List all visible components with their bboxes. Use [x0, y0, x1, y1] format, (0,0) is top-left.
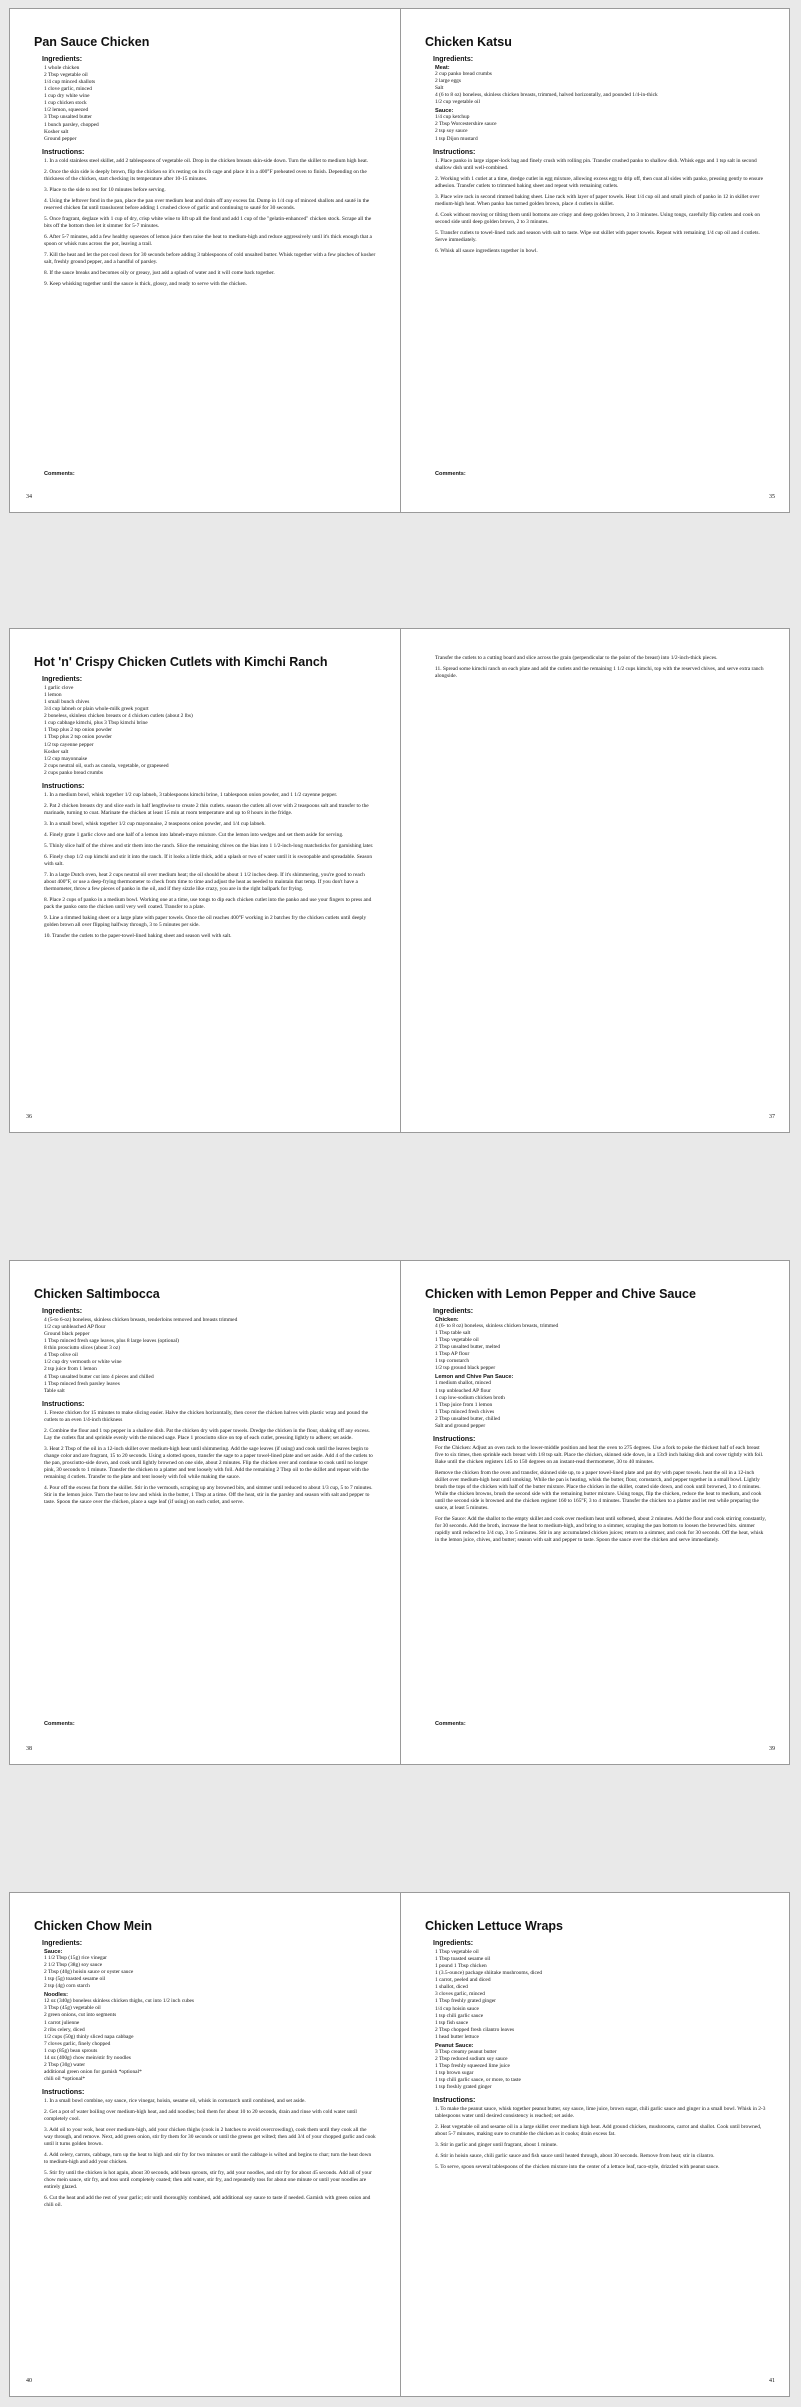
- instruction-list: [44, 2098, 376, 2209]
- instruction-step: 6. After 5-7 minutes, add a few healthy squeezes of lemon juice then raise the heat to medium-high and reduce aggressively until it's thick enough that a spoon or whisk runs across the pot, leaving a trail.: [44, 233, 372, 247]
- instruction-step: 5. To serve, spoon several tablespoons of the chicken mixture into the center of a lettuce leaf, taco-style, drizzled with peanut sauce.: [435, 2163, 720, 2170]
- instruction-step: 5. Stir fry until the chicken is hot again, about 30 seconds, add bean sprouts, stir fry, add your noodles, and stir fry for about 45 seconds. Add all of your chow mein sauce, stir fry, and toss until completely coated; then add water, stir fry, and repeatedly toss for about one minute or until your noodles are entirely glazed.: [44, 2169, 372, 2190]
- ingredient-item: 1/2 tsp ground black pepper: [435, 1365, 496, 1372]
- instruction-step: 2. Combine the flour and 1 tsp pepper in a shallow dish. Pat the chicken dry with paper towels. Dredge the chicken in the flour, shaking off any excess. Lay the cutlets flat and sprinkle evenly with the minced sage. Place 1 prosciutto slice on top of each cutlet, pressing lightly to adhere; set aside.: [44, 1427, 370, 1441]
- ingredient-item: 1 pound 1 Tbsp chicken: [435, 1963, 487, 1970]
- ingredient-item: 2 1/2 Tbsp (38g) soy sauce: [44, 1962, 103, 1969]
- instruction-step: 9. Line a rimmed baking sheet or a large plate with paper towels. Once the oil reaches 400°F working in 2 batches fry the chicken cutlets until deeply golden brown all over flipping halfway through, 3 to 5 minutes per side.: [44, 914, 367, 928]
- ingredient-item: Table salt: [44, 1387, 65, 1394]
- ingredient-item: 2 Tbsp (30g) water: [44, 2061, 86, 2068]
- ingredient-item: 1 Tbsp plus 2 tsp onion powder: [44, 727, 112, 734]
- instructions-heading: Instructions:: [42, 2088, 85, 2096]
- ingredient-item: 1 lemon: [44, 692, 62, 699]
- instruction-step: 9. Keep whisking together until the sauce is thick, glossy, and ready to serve with the chicken.: [44, 280, 247, 287]
- ingredient-list: [435, 71, 767, 106]
- ingredient-item: 1 Tbsp vegetable oil: [435, 1949, 479, 1956]
- instruction-step: 2. Get a pot of water boiling over medium-high heat, and add noodles; boil them for about 10 to 20 seconds, drain and rinse with cold water until completely cool.: [44, 2108, 357, 2122]
- ingredient-item: 2 cups neutral oil, such as canola, vegetable, or grapeseed: [44, 762, 169, 769]
- instructions-heading: Instructions:: [42, 148, 85, 156]
- ingredient-item: 3 Tbsp (45g) vegetable oil: [44, 2005, 101, 2012]
- ingredient-item: 1 Tbsp AP flour: [435, 1351, 470, 1358]
- ingredient-item: 1 cup (85g) bean sprouts: [44, 2047, 98, 2054]
- ingredient-item: 1 tsp fish sauce: [435, 2019, 469, 2026]
- page-number: 37: [769, 1114, 775, 1120]
- ingredient-list: [44, 1998, 376, 2082]
- ingredient-list: [435, 114, 767, 142]
- ingredients-heading: Ingredients:: [433, 56, 474, 64]
- ingredient-item: 1 garlic clove: [44, 685, 74, 692]
- instruction-step: 1. To make the peanut sauce, whisk together peanut butter, soy sauce, lime juice, brown sugar, chili garlic sauce and ginger in a small bowl. Whisk in 2-3 tablespoons water until desired consistency is reached; set aside.: [435, 2105, 766, 2119]
- recipe-page: [10, 9, 400, 512]
- ingredient-group-heading: Sauce:: [44, 1949, 63, 1956]
- ingredient-item: 14 oz (400g) chow mein/stir fry noodles: [44, 2054, 131, 2061]
- ingredient-item: 1 bunch parsley, chopped: [44, 121, 99, 128]
- instruction-step: 1. Freeze chicken for 15 minutes to make slicing easier. Halve the chicken horizontally, then cover the chicken halves with plastic wrap and pound the cutlets to an even 1/4-inch thickness: [44, 1409, 369, 1423]
- ingredient-group-heading: Chicken:: [435, 1317, 459, 1324]
- instruction-list: [44, 1410, 376, 1506]
- ingredient-item: 2 ribs celery, diced: [44, 2026, 85, 2033]
- ingredient-group-heading: Peanut Sauce:: [435, 2042, 474, 2049]
- ingredient-item: 2 Tbsp (40g) hoisin sauce or oyster sauce: [44, 1969, 134, 1976]
- ingredient-item: 1 head butter lettuce: [435, 2033, 479, 2040]
- ingredient-item: 1 Tbsp table salt: [435, 1330, 471, 1337]
- page-spread-3: [9, 1260, 790, 1765]
- ingredient-item: 1 tsp Dijon mustard: [435, 135, 478, 142]
- instruction-step: 2. Working with 1 cutlet at a time, dredge cutlet in egg mixture, allowing excess egg to drip off, then coat all sides with panko, pressing gently to ensure adhesion. Transfer cutlets to trimmed baking sheet and repeat with remaining cutlets.: [435, 175, 763, 189]
- ingredient-item: 1/4 cup hoisin sauce: [435, 2005, 479, 2012]
- recipe-page: [10, 629, 400, 1132]
- ingredient-item: 1 Tbsp freshly squeezed lime juice: [435, 2062, 510, 2069]
- ingredient-group-heading: Sauce:: [435, 108, 454, 115]
- page-spread-2: [9, 628, 790, 1133]
- ingredient-item: 1 cup cabbage kimchi, plus 3 Tbsp kimchi brine: [44, 720, 148, 727]
- ingredient-list: [435, 1323, 767, 1372]
- ingredient-item: 1/2 cup unbleached AP flour: [44, 1324, 106, 1331]
- ingredient-item: 1 cup chicken stock: [44, 100, 87, 107]
- comments-label: Comments:: [435, 471, 466, 477]
- ingredient-item: 2 Tbsp chopped fresh cilantro leaves: [435, 2026, 515, 2033]
- instruction-step: 3. Stir in garlic and ginger until fragrant, about 1 minute.: [435, 2141, 558, 2148]
- ingredients-heading: Ingredients:: [42, 1308, 83, 1316]
- ingredient-item: Salt and ground pepper: [435, 1422, 486, 1429]
- instruction-step: 3. Place to the side to rest for 10 minutes before serving.: [44, 186, 166, 193]
- ingredient-item: 1/2 cup dry vermouth or white wine: [44, 1359, 122, 1366]
- ingredient-item: 8 thin prosciutto slices (about 3 oz): [44, 1345, 121, 1352]
- recipe-title: Hot 'n' Crispy Chicken Cutlets with Kimchi Ranch: [34, 655, 328, 669]
- ingredient-item: 1 medium shallot, minced: [435, 1380, 491, 1387]
- instruction-step: 4. Pour off the excess fat from the skillet. Stir in the vermouth, scraping up any browned bits, and simmer until reduced to about 1/3 cup, 5 to 7 minutes. Stir in the lemon juice. Turn the heat to low and whisk in the butter, 1 Tbsp at a time. Off the heat, stir in the parsley and season with salt and pepper to taste. Spoon the sauce over the chicken, place a sage leaf (if using) on each cutlet, and serve.: [44, 1484, 373, 1505]
- recipe-page: [401, 1893, 791, 2396]
- ingredient-item: Kosher salt: [44, 748, 69, 755]
- instruction-step: Remove the chicken from the oven and transfer, skinned side up, to a paper towel-lined plate and pat dry with paper towels. heat the oil in a 12-inch skillet over medium-high heat until smoking. While the pan is heating, whisk the butter, flour, cornstarch, and pepper together in a small bowl. Lightly brush the tops of the chicken with half of the butter mixture. Place the chicken in the skillet, coated side down, and cook until browned, 3 to 4 minutes. While the chicken browns, brush the second side with the remaining butter mixture. Using tongs, flip the chicken, reduce the heat to medium, and cook until the second side is browned and the chicken register 160 to 165°F, 3 to 4 minutes. Transfer the chicken to a platter and let rest while preparing the sauce, at least 5 minutes.: [435, 1469, 762, 1511]
- instruction-step: 4. Finely grate 1 garlic clove and one half of a lemon into labneh-mayo mixture. Cut the lemon into wedges and set them aside for serving.: [44, 831, 344, 838]
- ingredient-item: 1/4 cup minced shallots: [44, 79, 96, 86]
- instructions-heading: Instructions:: [433, 148, 476, 156]
- instruction-list: [435, 158, 767, 255]
- ingredient-group-heading: Meat:: [435, 65, 450, 72]
- ingredient-list: [44, 685, 376, 776]
- ingredients-heading: Ingredients:: [433, 1940, 474, 1948]
- ingredient-item: 2 Tbsp vegetable oil: [44, 72, 88, 79]
- instruction-list: [435, 1445, 767, 1544]
- instruction-step: 7. Kill the heat and let the pot cool down for 30 seconds before adding 3 tablespoons of cold unsalted butter. Whisk together with a few pinches of kosher salt, freshly ground pepper, and a handful of parsley.: [44, 251, 376, 265]
- instruction-step: Transfer the cutlets to a cutting board and slice across the grain (perpendicular to the point of the breast) into 1/2-inch-thick pieces.: [435, 655, 718, 661]
- ingredient-item: 1/4 cup ketchup: [435, 114, 470, 121]
- ingredient-item: 2 tsp juice from 1 lemon: [44, 1366, 97, 1373]
- instruction-step: 5. Thinly slice half of the chives and stir them into the ranch. Slice the remaining chives on the bias into 1 1/2-inch-long matchsticks for garnishing later.: [44, 842, 374, 849]
- ingredient-item: 2 large eggs: [435, 78, 461, 85]
- ingredient-list: [44, 1317, 376, 1394]
- recipe-title: Chicken Lettuce Wraps: [425, 1919, 564, 1933]
- ingredients-heading: Ingredients:: [42, 1940, 83, 1948]
- recipe-title: Chicken Saltimbocca: [34, 1287, 160, 1301]
- ingredient-group-heading: Lemon and Chive Pan Sauce:: [435, 1374, 514, 1381]
- ingredient-item: 1 (3.5-ounce) package shiitake mushrooms, diced: [435, 1970, 543, 1977]
- comments-label: Comments:: [44, 1721, 75, 1727]
- instruction-step: 4. Using the leftover fond in the pan, place the pan over medium heat and drain off any excess fat. Dump in 1/4 cup of minced shallots and sauté in the reserved chicken fat until translucent before adding 1 crushed clove of garlic and continuing to sauté for 30 seconds.: [44, 197, 370, 211]
- ingredient-item: 3 Tbsp unsalted butter: [44, 114, 92, 121]
- ingredient-item: 2 Tbsp Worcestershire sauce: [435, 121, 497, 128]
- ingredient-item: 3 Tbsp creamy peanut butter: [435, 2048, 497, 2055]
- instructions-heading: Instructions:: [433, 1435, 476, 1443]
- instruction-list: [435, 2106, 767, 2171]
- ingredient-item: 1 Tbsp minced fresh parsley leaves: [44, 1380, 120, 1387]
- instruction-step: 6. Cut the heat and add the rest of your garlic; stir until thoroughly combined, add additional soy sauce to taste if needed. Garnish with green onion and chili oil.: [44, 2194, 371, 2208]
- instruction-step: 1. Place panko in large zipper-lock bag and finely crush with rolling pin. Transfer crushed panko to shallow dish. Whisk eggs and 1 tsp salt in second shallow dish until well-combined.: [435, 157, 757, 171]
- instruction-list: [44, 792, 376, 940]
- ingredient-item: 1 tsp cornstarch: [435, 1358, 470, 1365]
- instruction-step: 4. Add celery, carrots, cabbage, turn up the heat to high and stir fry for two minutes or until the cabbage is wilted and begins to char; turn the heat down to medium-high and add your chicken.: [44, 2151, 372, 2165]
- instruction-step: 4. Cook without moving or tilting them until bottoms are crispy and deep golden brown, 2 to 3 minutes. Using tongs, carefully flip cutlets and cook on second side until deep golden brown, 2 to 3 minutes.: [435, 211, 760, 225]
- ingredient-item: Kosher salt: [44, 128, 69, 135]
- ingredient-list: [435, 2049, 767, 2091]
- instruction-step: For the Sauce: Add the shallot to the empty skillet and cook over medium heat until softened, about 2 minutes. Add the flour and cook stirring constantly, for 30 seconds. Add the broth, increase the heat to medium-high, and bring to a simmer, scraping the pan bottom to loosen the browned bits. simmer rapidly until reduced to 3/4 cup, 3 to 5 minutes. Stir in any accumulated chicken juices; return to a simmer, and cook for 30 seconds. Off the heat, whisk in the lemon juice, chives, and butter; season with salt and pepper to taste. Spoon the sauce over the chicken and serve immediately.: [435, 1515, 766, 1543]
- ingredient-item: 2 tsp (4g) corn starch: [44, 1983, 90, 1990]
- instructions-heading: Instructions:: [433, 2096, 476, 2104]
- ingredient-item: 4 (6 to 8 oz) boneless, skinless chicken breasts, trimmed, halved horizontally, and pounded 1/4-in-thick: [435, 92, 658, 99]
- recipe-title: Pan Sauce Chicken: [34, 35, 150, 49]
- instruction-step: 1. In a small bowl combine, soy sauce, rice vinegar, hoisin, sesame oil, whisk in cornstarch until combined, and set aside.: [44, 2097, 306, 2104]
- page-spread-1: [9, 8, 790, 513]
- comments-label: Comments:: [435, 1721, 466, 1727]
- ingredient-list: [44, 1955, 376, 1990]
- ingredient-item: chili oil *optional*: [44, 2075, 86, 2082]
- instruction-step: For the Chicken: Adjust an oven rack to the lower-middle position and heat the oven to 275 degrees. Use a fork to poke the thickest half of each breast five to six times, then sprinkle each breast with 1/8 tsp salt. Place the chicken, skinned side down, in a 13x9 inch baking dish and cover tightly with foil. Bake until the chicken registers 145 to 150 degrees on an instant-read thermometer, 30 to 40 minutes.: [435, 1444, 764, 1465]
- ingredient-item: 1 carrot, peeled and diced: [435, 1977, 491, 1984]
- ingredient-item: 1 cup low-sodium chicken broth: [435, 1394, 505, 1401]
- ingredient-item: 2 Tbsp unsalted butter, chilled: [435, 1415, 501, 1422]
- ingredient-item: 1/2 cup vegetable oil: [435, 99, 481, 106]
- ingredient-item: 1 Tbsp minced fresh chives: [435, 1408, 495, 1415]
- recipe-title: Chicken with Lemon Pepper and Chive Sauce: [425, 1287, 696, 1301]
- ingredient-item: 1 tsp freshly grated ginger: [435, 2083, 492, 2090]
- ingredient-item: 1 Tbsp minced fresh sage leaves, plus 8 large leaves (optional): [44, 1338, 179, 1345]
- ingredient-item: 1 Tbsp freshly grated ginger: [435, 1998, 496, 2005]
- ingredient-item: 1 Tbsp plus 2 tsp onion powder: [44, 734, 112, 741]
- ingredient-item: 1 carrot julienne: [44, 2019, 80, 2026]
- ingredient-item: 12 oz (340g) boneless skinless chicken thighs, cut into 1/2 inch cubes: [44, 1998, 195, 2005]
- ingredient-item: 3/4 cup labneh or plain whole-milk greek yogurt: [44, 706, 149, 713]
- instruction-step: 5. Once fragrant, deglaze with 1 cup of dry, crisp white wine to lift up all the fond and add 1 cup of the "gelatin-enhanced" chicken stock. Scrape all the bits off the bottom then let it simmer for 5-7 minutes.: [44, 215, 372, 229]
- instruction-step: 5. Transfer cutlets to towel-lined rack and season with salt to taste. Wipe out skillet with paper towels. Repeat with remaining 1/4 cup oil and 4 cutlets. Serve immediately.: [435, 229, 760, 243]
- ingredient-item: 2 Tbsp reduced sodium soy sauce: [435, 2055, 508, 2062]
- recipe-page: [10, 1261, 400, 1764]
- ingredient-item: 2 tsp soy sauce: [435, 128, 468, 135]
- instruction-step: 3. Heat 2 Tbsp of the oil in a 12-inch skillet over medium-high heat until shimmering. Add the sage leaves (if using) and cook until the leaves begin to change color and are fragrant, 15 to 20 seconds. Using a slotted spoon, transfer the sage to a paper towel-lined plate and set aside. Add 4 of the cutlets to the pan, prosciutto-side down, and cook until lightly browned on one side, about 2 minutes. Flip the chicken over and continue to cook until no longer pink, 30 seconds to 1 minute. Transfer the chicken to a platter and tent loosely with foil. Add the remaining 2 Tbsp oil to the skillet and repeat with the remaining 4 cutlets. Transfer to the plate and tent loosely with foil while making the sauce.: [44, 1445, 373, 1480]
- instruction-step: 2. Pat 2 chicken breasts dry and slice each in half lengthwise to create 2 thin cutlets. season the cutlets all over with 2 teaspoons salt and transfer to the marinade, turning to coat. Marinate the chicken at least 15 min at room temperature and up to 8 hours in the fridge.: [44, 802, 369, 816]
- ingredients-heading: Ingredients:: [42, 56, 83, 64]
- page-number: 38: [26, 1746, 32, 1752]
- ingredient-item: 1 cup dry white wine: [44, 93, 90, 100]
- ingredient-item: 3 cloves garlic, minced: [435, 1991, 485, 1998]
- ingredient-item: 1 tsp chili garlic sauce: [435, 2012, 484, 2019]
- ingredient-item: 1 Tbsp juice from 1 lemon: [435, 1401, 493, 1408]
- ingredient-item: Salt: [435, 85, 444, 92]
- page-number: 41: [769, 2378, 775, 2384]
- recipe-title: Chicken Katsu: [425, 35, 512, 49]
- ingredient-item: 4 (6- to 8 oz) boneless, skinless chicken breasts, trimmed: [435, 1323, 559, 1330]
- continued-instructions: [435, 655, 767, 680]
- ingredient-item: 2 Tbsp unsalted butter, melted: [435, 1344, 501, 1351]
- ingredient-list: [435, 1380, 767, 1429]
- ingredient-item: 1 whole chicken: [44, 65, 80, 72]
- instruction-step: 3. Place wire rack in second rimmed baking sheet. Line rack with layer of paper towels. Heat 1/4 cup oil and small pinch of panko in 12 in skillet over medium-high heat. When panko has turned golden brown, place 4 cutlets in skillet.: [435, 193, 760, 207]
- ingredients-heading: Ingredients:: [42, 676, 83, 684]
- page-number: 36: [26, 1114, 32, 1120]
- ingredient-item: 4 Tbsp unsalted butter cut into 4 pieces and chilled: [44, 1373, 154, 1380]
- ingredients-heading: Ingredients:: [433, 1308, 474, 1316]
- recipe-title: Chicken Chow Mein: [34, 1919, 153, 1933]
- instruction-step: 6. Whisk all sauce ingredients together in bowl.: [435, 247, 538, 254]
- instruction-list: [44, 158, 376, 288]
- ingredient-item: 1/2 lemon, squeezed: [44, 107, 89, 114]
- instruction-step: 8. If the sauce breaks and becomes oily or greasy, just add a splash of water and it will come back together.: [44, 269, 275, 276]
- ingredient-item: 2 green onions, cut into segments: [44, 2012, 117, 2019]
- instruction-step: 2. Once the skin side is deeply brown, flip the chicken so it's resting on its rib cage and place it in a 400°F preheated oven to finish. Depending on the thickness of the chicken, start checking its temperature after 10-15 minutes.: [44, 168, 367, 182]
- ingredient-item: 2 boneless, skinless chicken breasts or 4 chicken cutlets (about 2 lbs): [44, 713, 193, 720]
- recipe-page: [401, 9, 791, 512]
- recipe-page: [401, 1261, 791, 1764]
- ingredient-item: 4 Tbsp olive oil: [44, 1352, 78, 1359]
- instruction-step: 7. In a large Dutch oven, heat 2 cups neutral oil over medium heat; the oil should be about 1 1/2 inches deep. If it's shimmering, you're good to reach about 400°F, or use a deep-frying thermometer to check from time to time and adjust the heat as needed to maintain that temp. If you don't have a thermometer, throw a few pieces of panko in the oil, and if they sizzle like crazy, you are in the right ballpark for frying.: [44, 871, 365, 892]
- instructions-heading: Instructions:: [42, 782, 85, 790]
- ingredient-list: [44, 65, 376, 142]
- recipe-page: [401, 629, 791, 1132]
- ingredient-item: additional green onion for garnish *optional*: [44, 2068, 142, 2075]
- instruction-step: 2. Heat vegetable oil and sesame oil in a large skillet over medium high heat. Add ground chicken, mushrooms, carrot and shallot. Cook until browned, about 5-7 minutes, making sure to crumble the chicken as it cooks; drain excess fat.: [435, 2123, 762, 2137]
- instruction-step: 10. Transfer the cutlets to the paper-towel-lined baking sheet and season well with salt.: [44, 932, 232, 939]
- instruction-step: 3. In a small bowl, whisk together 1/2 cup mayonnaise, 2 teaspoons onion powder, and 1/4 cup labneh.: [44, 820, 266, 827]
- ingredient-item: 7 cloves garlic, finely chopped: [44, 2040, 111, 2047]
- ingredient-item: 1 tsp brown sugar: [435, 2069, 474, 2076]
- page-spread-4: [9, 1892, 790, 2397]
- ingredient-item: 1 tsp (5g) toasted sesame oil: [44, 1976, 106, 1983]
- ingredient-item: 1 clove garlic, minced: [44, 86, 92, 93]
- instructions-heading: Instructions:: [42, 1400, 85, 1408]
- ingredient-item: 1 small bunch chives: [44, 699, 90, 706]
- comments-label: Comments:: [44, 471, 75, 477]
- ingredient-item: 1/2 cup mayonnaise: [44, 755, 88, 762]
- ingredient-item: 2 cups panko bread crumbs: [44, 769, 103, 776]
- ingredient-item: 1/2 tsp cayenne pepper: [44, 741, 94, 748]
- page-number: 34: [26, 494, 32, 500]
- ingredient-item: 1 tsp chili garlic sauce, or more, to taste: [435, 2076, 521, 2083]
- ingredient-group-heading: Noodles:: [44, 1992, 68, 1999]
- instruction-step: 4. Stir in hoisin sauce, chili garlic sauce and fish sauce until heated through, about 30 seconds. Remove from heat; stir in cilantro.: [435, 2152, 715, 2159]
- page-number: 35: [769, 494, 775, 500]
- ingredient-item: Ground black pepper: [44, 1331, 90, 1338]
- instruction-step: 1. In a cold stainless steel skillet, add 2 tablespoons of vegetable oil. Drop in the chicken breasts skin-side down. Turn the skillet to medium high heat.: [44, 157, 369, 164]
- instruction-step: 8. Place 2 cups of panko in a medium bowl. Working one at a time, use tongs to dip each chicken cutlet into the panko and use your fingers to press and pack the panko onto the chicken until very well coated. Transfer to a plate.: [44, 896, 372, 910]
- ingredient-item: 1 1/2 Tbsp (15g) rice vinegar: [44, 1955, 107, 1962]
- ingredient-item: 1 Tbsp vegetable oil: [435, 1337, 479, 1344]
- instruction-step: 3. Add oil to your wok, heat over medium-high, add your chicken thighs (cook in 2 batches to avoid overcrowding), cook them until they cook all the way through, and remove. Next, add green onion, stir fry them for 30 seconds or until the greens get wilted; then add 3/4 of your chopped garlic and cook until it turns golden brown.: [44, 2126, 376, 2147]
- page-number: 40: [26, 2378, 32, 2384]
- ingredient-item: 1 shallot, diced: [435, 1984, 468, 1991]
- page-number: 39: [769, 1746, 775, 1752]
- recipe-page: [10, 1893, 400, 2396]
- ingredient-item: 1/2 cups (50g) thinly sliced napa cabbage: [44, 2033, 134, 2040]
- ingredient-item: 4 (5-to 6-oz) boneless, skinless chicken breasts, tenderloins removed and breasts trimmed: [44, 1317, 238, 1324]
- ingredient-item: 1 Tbsp toasted sesame oil: [435, 1956, 491, 1963]
- instruction-step: 11. Spread some kimchi ranch on each plate and add the cutlets and the remaining 1 1/2 cups kimchi, top with the reserved chives, and serve extra ranch alongside.: [435, 666, 764, 680]
- ingredient-item: 1 tsp unbleached AP flour: [435, 1387, 491, 1394]
- instruction-step: 6. Finely chop 1/2 cup kimchi and stir it into the ranch. If it looks a little thick, add a splash or two of water until it is swoopable and spreadable. Season with salt.: [44, 853, 373, 867]
- ingredient-item: Ground pepper: [44, 135, 77, 142]
- ingredient-list: [435, 1949, 767, 2040]
- ingredient-item: 2 cup panko bread crumbs: [435, 71, 492, 78]
- instruction-step: 1. In a medium bowl, whisk together 1/2 cup labneh, 3 tablespoons kimchi brine, 1 tablespoon onion powder, and 1 1/2 cayenne pepper.: [44, 791, 338, 798]
